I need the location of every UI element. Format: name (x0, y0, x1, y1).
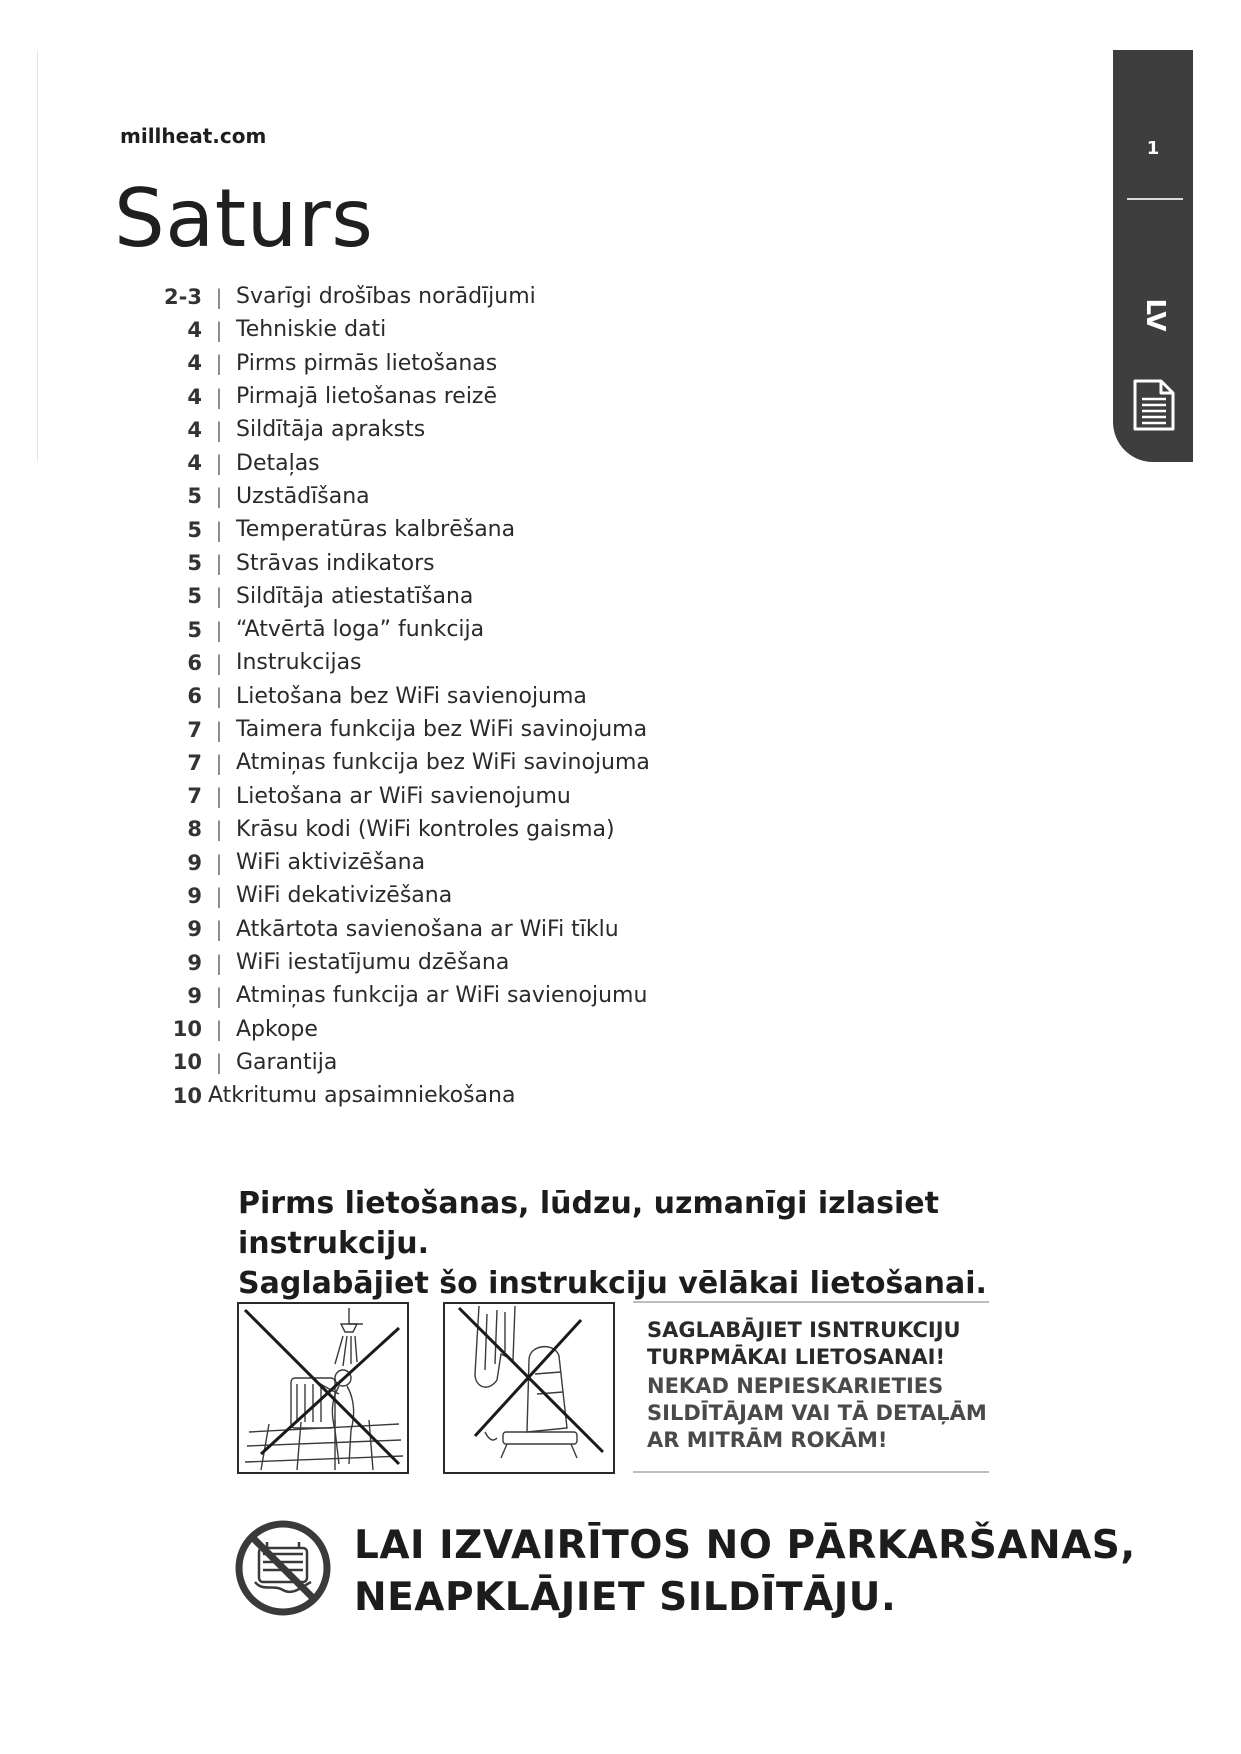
toc-item[interactable]: 7 | Lietošana ar WiFi savienojumu (150, 779, 850, 812)
toc-page: 9 (187, 983, 202, 1008)
do-not-cover-icon (233, 1518, 333, 1618)
toc-label: Krāsu kodi (WiFi kontroles gaisma) (236, 816, 615, 842)
toc-item[interactable]: 2-3 | Svarīgi drošības norādījumi (150, 280, 850, 313)
toc-item[interactable]: 10 | Garantija (150, 1046, 850, 1079)
toc-page: 4 (187, 451, 202, 476)
toc-page: 5 (187, 617, 202, 642)
overheat-line-2: NEAPKLĀJIET SILDĪTĀJU. (354, 1575, 897, 1620)
toc-page: 5 (187, 551, 202, 576)
toc-item[interactable]: 9 | WiFi aktivizēšana (150, 846, 850, 879)
toc-page: 5 (187, 484, 202, 509)
notice-keep-instructions: SAGLABĀJIET ISNTRUKCIJU TURPMĀKAI LIETOSANAI! (647, 1318, 961, 1369)
toc-label: Lietošana bez WiFi savienojuma (236, 683, 587, 709)
toc-label: Sildītāja apraksts (236, 417, 426, 443)
notice-wet-hands: NEKAD NEPIESKARIETIES SILDĪTĀJAM VAI TĀ DETAĻĀM AR MITRĀM ROKĀM! (647, 1374, 987, 1452)
toc-item[interactable]: 9 | WiFi dekativizēšana (150, 879, 850, 912)
toc-label: Temperatūras kalbrēšana (236, 517, 516, 543)
toc-label: Sildītāja atiestatīšana (236, 583, 474, 609)
toc-item[interactable]: 4 | Tehniskie dati (150, 313, 850, 346)
overheat-warning (354, 1520, 1136, 1624)
toc-label: Strāvas indikators (236, 550, 435, 576)
toc-label: Garantija (236, 1049, 338, 1075)
toc-page: 5 (187, 584, 202, 609)
toc-page: 9 (187, 917, 202, 942)
toc-page: 5 (187, 517, 202, 542)
toc-label: Svarīgi drošības norādījumi (236, 284, 536, 310)
toc-item[interactable] (150, 1079, 850, 1112)
no-wet-towel-illustration (443, 1302, 615, 1474)
toc-page: 4 (187, 417, 202, 442)
toc-label: Pirms pirmās lietošanas (236, 350, 498, 376)
toc-label: Lietošana ar WiFi savienojumu (236, 783, 571, 809)
warning-line-1: Pirms lietošanas, lūdzu, uzmanīgi izlasiet instrukciju. (238, 1186, 939, 1261)
toc-page: 7 (187, 784, 202, 809)
toc-page: 4 (187, 384, 202, 409)
site-url: millheat.com (120, 124, 267, 148)
toc-label: WiFi aktivizēšana (236, 850, 426, 876)
toc-label: Atkritumu apsaimniekošana (208, 1083, 516, 1109)
language-label: LV (1140, 298, 1170, 332)
toc-label: Pirmajā lietošanas reizē (236, 384, 498, 410)
toc-page: 2-3 (164, 284, 202, 309)
toc-item[interactable]: 5 | Strāvas indikators (150, 546, 850, 579)
toc-page: 4 (187, 317, 202, 342)
toc-label: Tehniskie dati (236, 317, 387, 343)
toc-page: 10 (172, 1017, 202, 1042)
toc-label: Instrukcijas (236, 650, 362, 676)
toc-label: Atkārtota savienošana ar WiFi tīklu (236, 916, 619, 942)
toc-label: WiFi dekativizēšana (236, 883, 453, 909)
toc-item[interactable]: 6 | Lietošana bez WiFi savienojuma (150, 680, 850, 713)
toc-label: Apkope (236, 1016, 318, 1042)
toc-page: 7 (187, 750, 202, 775)
table-of-contents (150, 280, 850, 1112)
toc-label: Uzstādīšana (236, 483, 370, 509)
page-title: Saturs (114, 172, 374, 265)
left-margin-rule (37, 50, 38, 462)
toc-item[interactable]: 4 | Detaļas (150, 446, 850, 479)
toc-item[interactable]: 9 | Atmiņas funkcija ar WiFi savienojumu (150, 979, 850, 1012)
toc-item[interactable]: 8 | Krāsu kodi (WiFi kontroles gaisma) (150, 813, 850, 846)
toc-item[interactable]: 5 | Temperatūras kalbrēšana (150, 513, 850, 546)
side-tab (1113, 50, 1193, 462)
toc-page: 9 (187, 950, 202, 975)
toc-item[interactable]: 9 | WiFi iestatījumu dzēšana (150, 946, 850, 979)
toc-label: WiFi iestatījumu dzēšana (236, 950, 510, 976)
toc-item[interactable]: 4 | Pirmajā lietošanas reizē (150, 380, 850, 413)
toc-page: 8 (187, 817, 202, 842)
toc-page: 6 (187, 650, 202, 675)
toc-page: 9 (187, 850, 202, 875)
toc-item[interactable]: 6 | Instrukcijas (150, 646, 850, 679)
toc-page: 9 (187, 883, 202, 908)
toc-page: 10 (172, 1050, 202, 1075)
no-shower-illustration (237, 1302, 409, 1474)
toc-label: Atmiņas funkcija ar WiFi savienojumu (236, 983, 648, 1009)
toc-item[interactable]: 4 | Sildītāja apraksts (150, 413, 850, 446)
toc-label: Atmiņas funkcija bez WiFi savinojuma (236, 750, 650, 776)
toc-item[interactable]: 5 | “Atvērtā loga” funkcija (150, 613, 850, 646)
toc-page: 6 (187, 684, 202, 709)
toc-page: 7 (187, 717, 202, 742)
toc-page: 4 (187, 351, 202, 376)
toc-label: “Atvērtā loga” funkcija (236, 617, 485, 643)
toc-item[interactable]: 7 | Atmiņas funkcija bez WiFi savinojuma (150, 746, 850, 779)
toc-item[interactable]: 4 | Pirms pirmās lietošanas (150, 347, 850, 380)
toc-page: 10 (172, 1083, 202, 1108)
toc-item[interactable]: 5 | Uzstādīšana (150, 480, 850, 513)
toc-item[interactable]: 10 | Apkope (150, 1013, 850, 1046)
safety-notice (633, 1301, 989, 1473)
toc-label: Detaļas (236, 450, 320, 476)
page-number: 1 (1146, 138, 1160, 159)
warning-line-2: Saglabājiet šo instrukciju vēlākai lietošanai. (238, 1266, 987, 1301)
toc-item[interactable]: 7 | Taimera funkcija bez WiFi savinojuma (150, 713, 850, 746)
overheat-line-1: LAI IZVAIRĪTOS NO PĀRKARŠANAS, (354, 1523, 1136, 1568)
document-icon (1131, 375, 1177, 433)
read-instructions-warning (238, 1184, 1118, 1304)
toc-item[interactable]: 5 | Sildītāja atiestatīšana (150, 580, 850, 613)
toc-item[interactable]: 9 | Atkārtota savienošana ar WiFi tīklu (150, 913, 850, 946)
tab-divider (1127, 198, 1183, 200)
toc-label: Taimera funkcija bez WiFi savinojuma (236, 717, 648, 742)
